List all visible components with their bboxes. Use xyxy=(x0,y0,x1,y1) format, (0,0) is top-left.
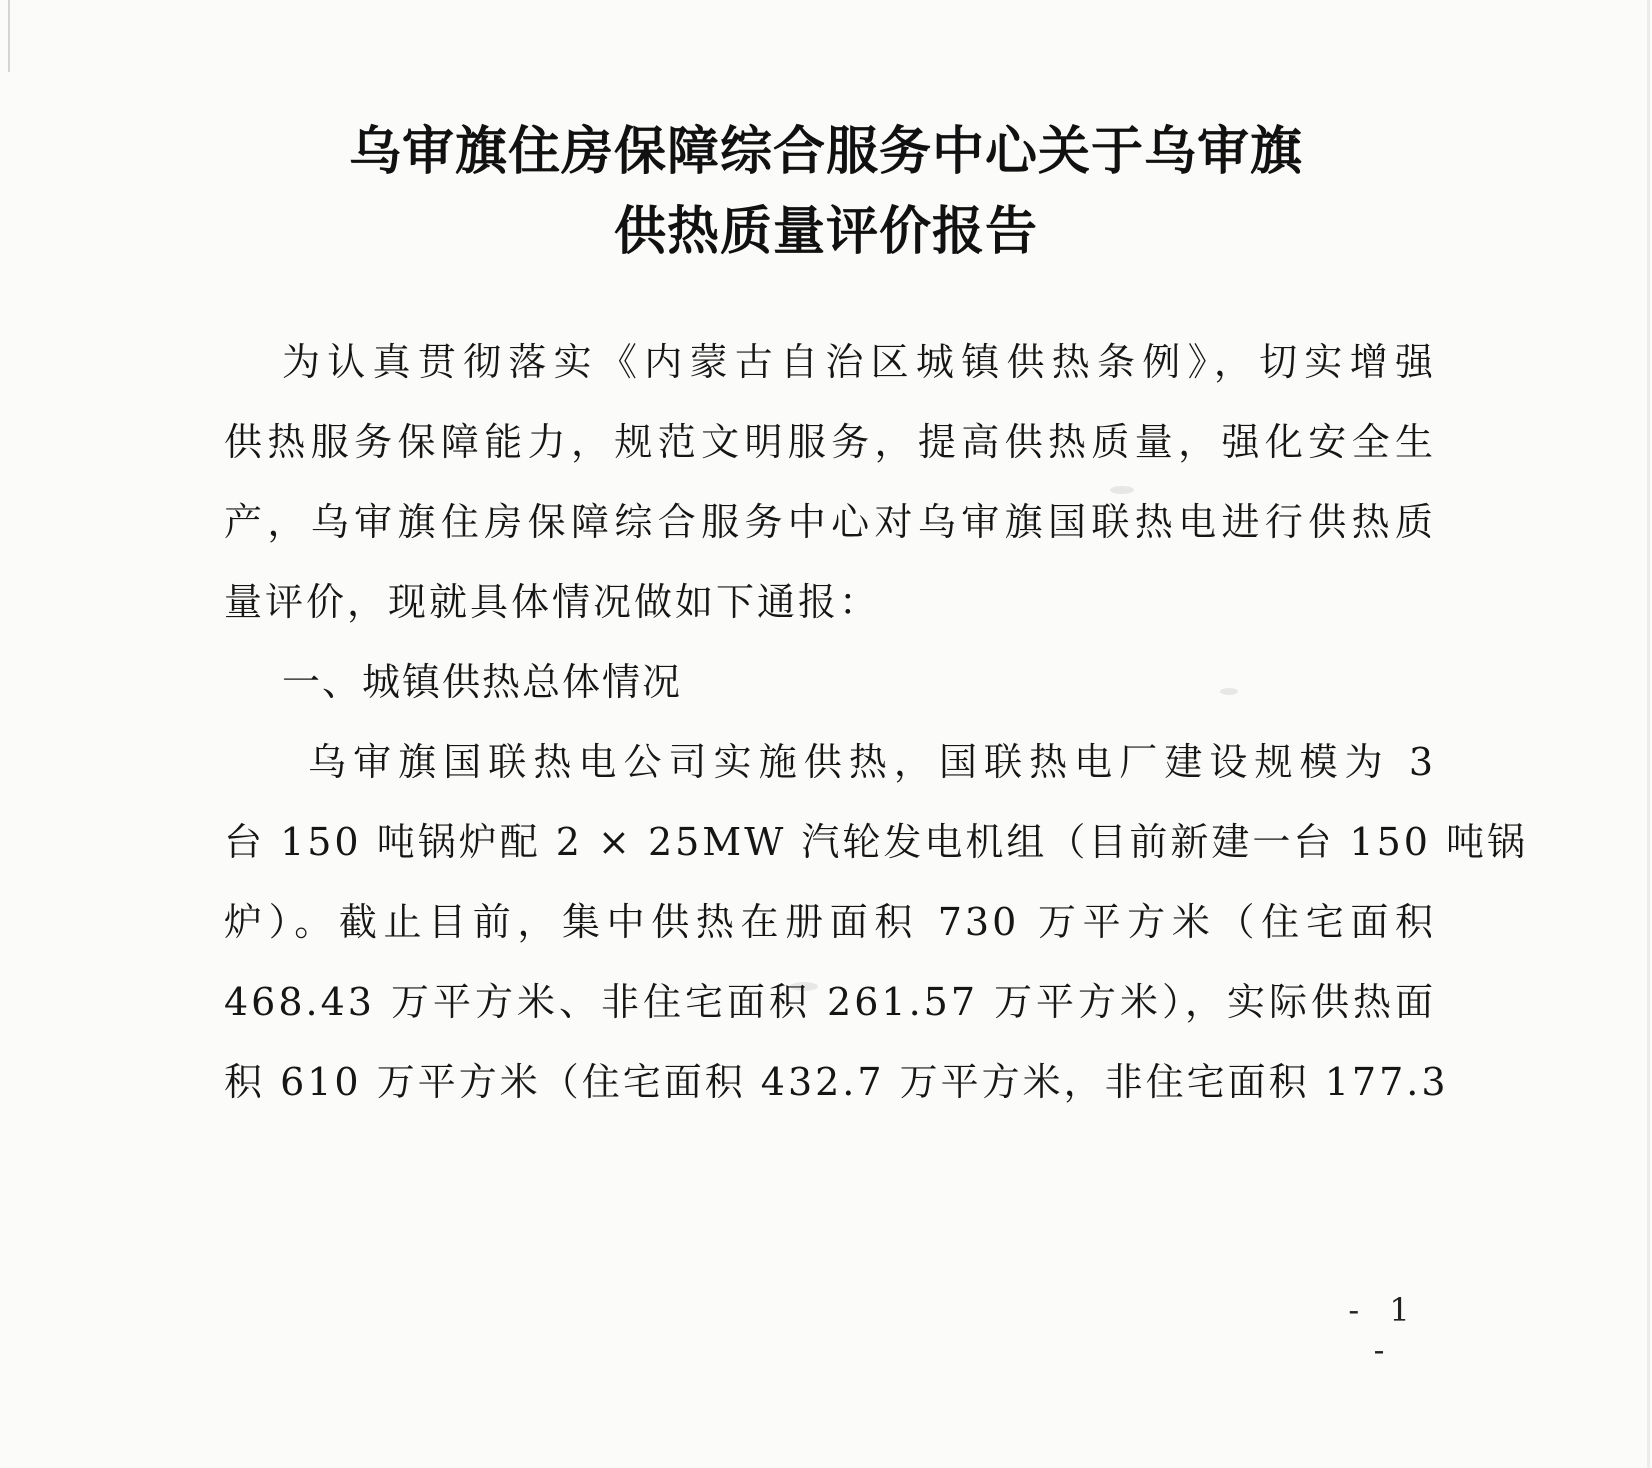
section-heading: 一、城镇供热总体情况 xyxy=(282,660,683,704)
document-title-line-2: 供热质量评价报告 xyxy=(613,202,1038,262)
body-line-3: 产，乌审旗住房保障综合服务中心对乌审旗国联热电进行供热质 xyxy=(224,500,1436,544)
document-title xyxy=(0,112,1652,272)
body-line-10: 积 610 万平方米（住宅面积 432.7 万平方米，非住宅面积 177.3 xyxy=(224,1060,1449,1104)
body-line-6: 乌审旗国联热电公司实施供热，国联热电厂建设规模为 3 xyxy=(308,740,1436,784)
body-line-7: 台 150 吨锅炉配 2 × 25MW 汽轮发电机组（目前新建一台 150 吨锅 xyxy=(224,820,1529,864)
document-body xyxy=(224,322,1529,1122)
body-line-8: 炉）。截止目前，集中供热在册面积 730 万平方米（住宅面积 xyxy=(224,900,1436,944)
scan-edge-left xyxy=(8,0,10,72)
body-line-2: 供热服务保障能力，规范文明服务，提高供热质量，强化安全生 xyxy=(224,420,1436,464)
body-line-9: 468.43 万平方米、非住宅面积 261.57 万平方米），实际供热面 xyxy=(224,980,1436,1024)
body-line-1: 为认真贯彻落实《内蒙古自治区城镇供热条例》，切实增强 xyxy=(282,340,1436,384)
body-line-4: 量评价，现就具体情况做如下通报： xyxy=(224,580,881,624)
page-number: - 1 - xyxy=(1348,1291,1420,1369)
document-title-line-1: 乌审旗住房保障综合服务中心关于乌审旗 xyxy=(348,122,1303,182)
